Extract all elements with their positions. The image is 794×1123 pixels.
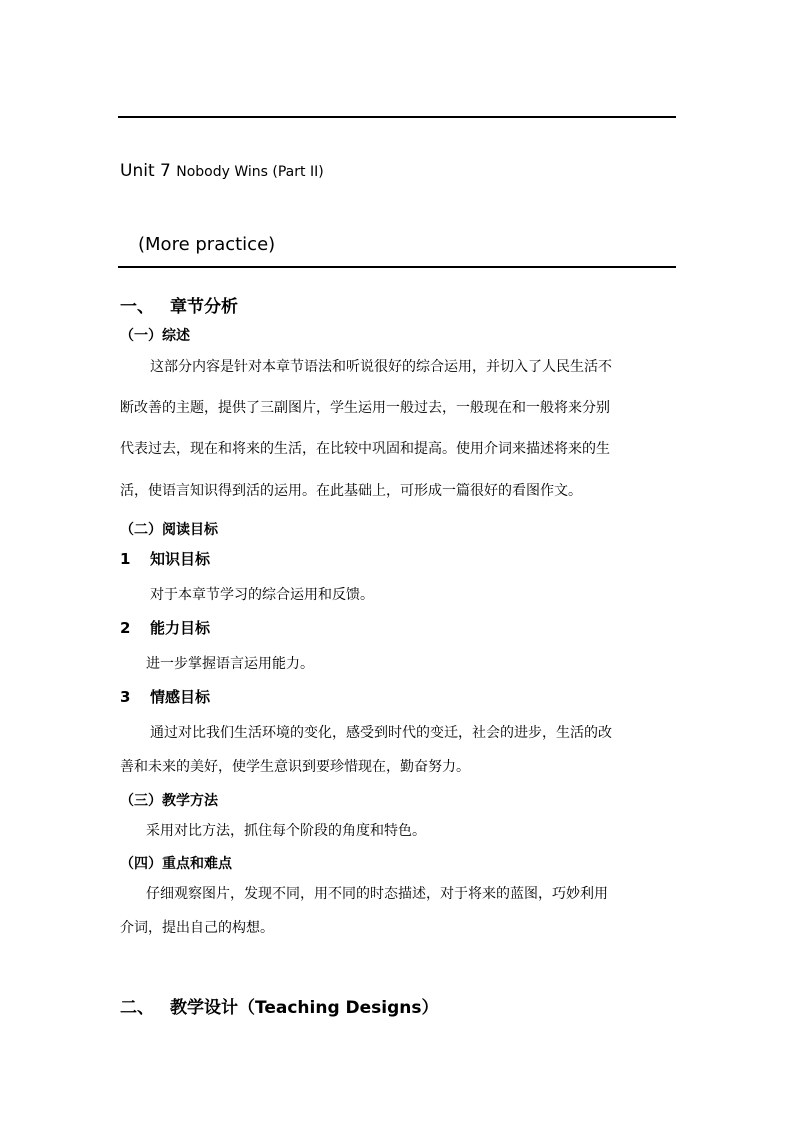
- method-text: 采用对比方法，抓住每个阶段的角度和特色。: [146, 823, 426, 839]
- section-2-heading: [120, 993, 439, 1018]
- unit-name: Nobody Wins (Part II): [176, 164, 324, 180]
- subtitle-rule: [118, 266, 676, 268]
- section-1-heading: [120, 292, 238, 317]
- sub2-heading: （二）阅读目标: [120, 522, 218, 538]
- goal-3-number: 3: [120, 688, 131, 706]
- goal-3-text: 通过对比我们生活环境的变化，感受到时代的变迁，社会的进步，生活的改: [150, 725, 612, 741]
- goal-1-title: 知识目标: [150, 550, 211, 568]
- goal-2-heading: [120, 617, 210, 638]
- lesson-subtitle: (More practice): [138, 234, 276, 255]
- sub3-heading: （三）教学方法: [120, 793, 218, 809]
- section-1-title: 章节分析: [170, 297, 238, 317]
- section-2-title: 教学设计（Teaching Designs）: [170, 998, 439, 1018]
- section-2-number: 二、: [120, 998, 154, 1018]
- goal-1-text: 对于本章节学习的综合运用和反馈。: [150, 587, 374, 603]
- focus-line: 仔细观察图片，发现不同，用不同的时态描述，对于将来的蓝图，巧妙利用: [146, 886, 608, 902]
- top-rule: [118, 116, 676, 118]
- overview-line: 代表过去，现在和将来的生活，在比较中巩固和提高。使用介词来描述将来的生: [120, 441, 610, 457]
- goal-1-number: 1: [120, 550, 131, 568]
- goal-2-title: 能力目标: [150, 619, 211, 637]
- goal-3-heading: [120, 686, 210, 707]
- overview-line: 活，使语言知识得到活的运用。在此基础上，可形成一篇很好的看图作文。: [120, 483, 582, 499]
- goal-3-text: 善和未来的美好，使学生意识到要珍惜现在，勤奋努力。: [120, 759, 470, 775]
- overview-line: 断改善的主题，提供了三副图片，学生运用一般过去，一般现在和一般将来分别: [120, 400, 610, 416]
- unit-title: [120, 161, 324, 181]
- overview-line: 这部分内容是针对本章节语法和听说很好的综合运用，并切入了人民生活不: [150, 359, 612, 375]
- goal-1-heading: [120, 548, 210, 569]
- goal-3-title: 情感目标: [150, 688, 211, 706]
- section-1-number: 一、: [120, 297, 154, 317]
- goal-2-number: 2: [120, 619, 131, 637]
- unit-number: Unit 7: [120, 161, 171, 181]
- goal-2-text: 进一步掌握语言运用能力。: [146, 656, 314, 672]
- sub1-heading: （一）综述: [120, 328, 190, 344]
- sub4-heading: （四）重点和难点: [120, 856, 232, 872]
- focus-line: 介词，提出自己的构想。: [120, 920, 274, 936]
